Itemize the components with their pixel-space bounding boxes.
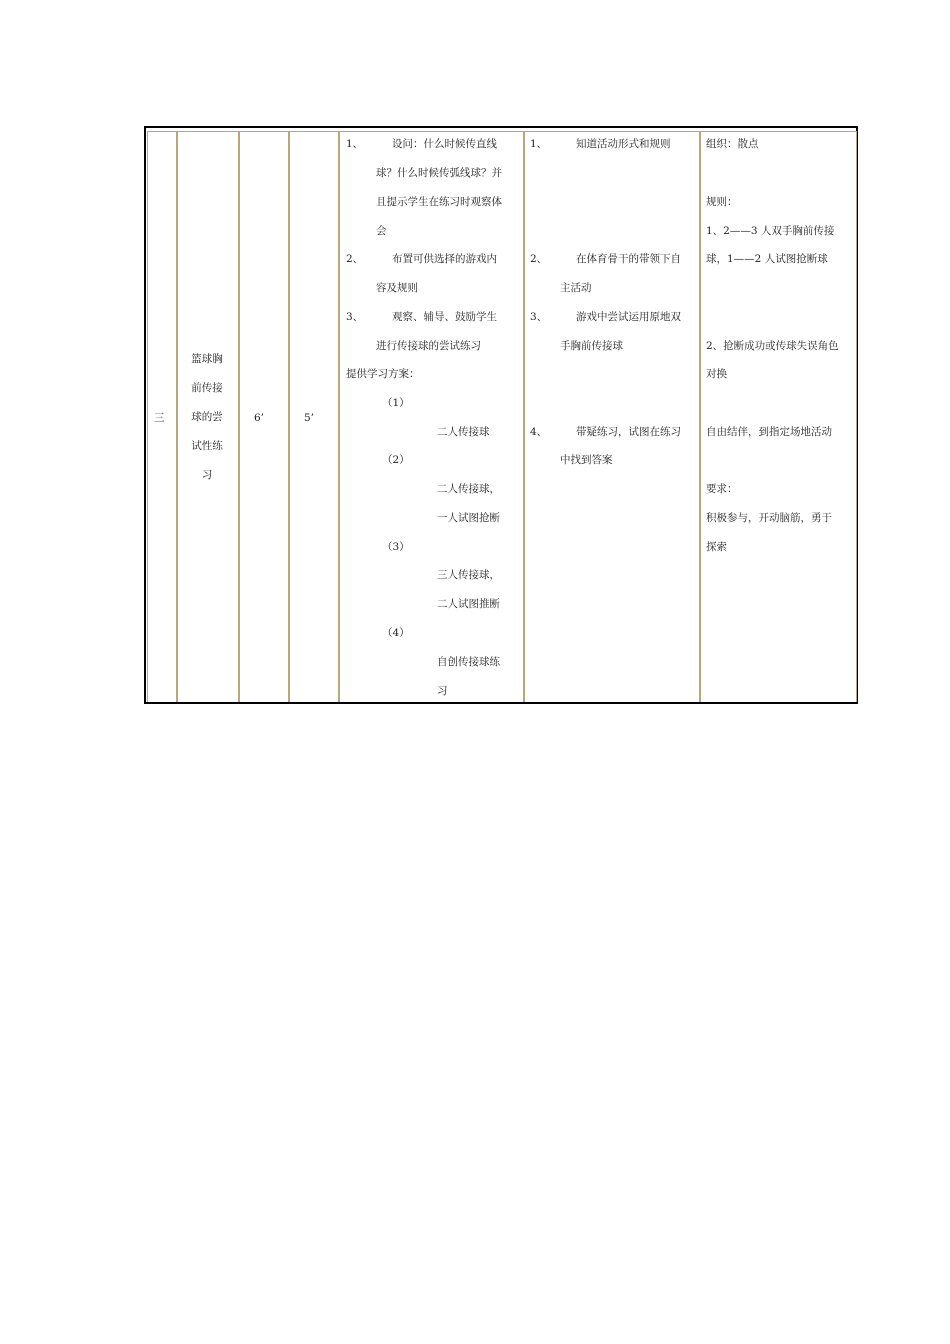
row-index: 三 [154, 412, 165, 424]
plan-4-line-2: 习 [437, 685, 448, 697]
student-item1-line-1: 知道活动形式和规则 [576, 138, 671, 150]
plan-1-line-1: 二人传接球 [437, 426, 490, 438]
student-item2-num: 2、 [530, 253, 548, 265]
student-item4-line-2: 中找到答案 [560, 454, 613, 466]
student-item4-num: 4、 [530, 426, 548, 438]
col-teacher [339, 131, 524, 702]
student-item4-line-1: 带疑练习，试图在练习 [576, 426, 681, 438]
plan-3-line-2: 二人试图推断 [437, 598, 500, 610]
teacher-item2-line-1: 布置可供选择的游戏内 [392, 253, 497, 265]
student-item2-line-2: 主活动 [560, 282, 592, 294]
title-line-5: 习 [201, 469, 213, 481]
student-item3-line-2: 手胸前传接球 [560, 340, 623, 352]
req-label: 要求： [706, 483, 738, 495]
plan-2-num: （2） [382, 454, 410, 466]
plan-4-num: （4） [382, 627, 410, 639]
plan-3-line-1: 三人传接球， [437, 569, 500, 581]
title-line-3: 球的尝 [191, 411, 223, 423]
teacher-item3-num: 3、 [346, 311, 364, 323]
rule-1-line-1: 1、2——3 人双手胸前传接 [706, 225, 835, 237]
teacher-item1-line-3: 且提示学生在练习时观察体 [376, 196, 502, 208]
col-organization [700, 131, 857, 702]
teacher-item1-line-2: 球？什么时候传弧线球？并 [376, 167, 502, 179]
student-item1-num: 1、 [530, 138, 548, 150]
plan-1-num: （1） [382, 397, 410, 409]
time-b: 5’ [304, 412, 315, 424]
rule-2-line-2: 对换 [706, 368, 727, 380]
plan-2-line-2: 一人试图抢断 [437, 512, 500, 524]
time-a: 6’ [254, 412, 265, 424]
title-line-2: 前传接 [191, 382, 223, 394]
teacher-item1-num: 1、 [346, 138, 364, 150]
plan-2-line-1: 二人传接球， [437, 483, 500, 495]
title-line-1: 篮球胸 [191, 353, 223, 365]
teacher-item3-line-2: 进行传接球的尝试练习 [376, 340, 481, 352]
teacher-item3-line-1: 观察、辅导、鼓励学生 [392, 311, 497, 323]
plan-label: 提供学习方案： [346, 368, 420, 380]
student-item3-num: 3、 [530, 311, 548, 323]
lesson-table [144, 126, 858, 704]
rule-1-line-2: 球，1——2 人试图抢断球 [706, 253, 828, 265]
rules-label: 规则： [706, 196, 738, 208]
plan-4-line-1: 自创传接球练 [437, 656, 500, 668]
req-line-2: 探索 [706, 541, 727, 553]
teacher-item1-line-1: 设问：什么时候传直线 [392, 138, 497, 150]
teacher-item2-line-2: 容及规则 [376, 282, 418, 294]
student-item2-line-1: 在体育骨干的带领下自 [576, 253, 681, 265]
free-grouping: 自由结伴，到指定场地活动 [706, 426, 832, 438]
teacher-item1-line-4: 会 [376, 225, 387, 237]
plan-3-num: （3） [382, 541, 410, 553]
req-line-1: 积极参与，开动脑筋，勇于 [706, 512, 832, 524]
title-line-4: 试性练 [191, 440, 223, 452]
teacher-item2-num: 2、 [346, 253, 364, 265]
col-student [524, 131, 700, 702]
org-label: 组织：散点 [706, 138, 759, 150]
student-item3-line-1: 游戏中尝试运用原地双 [576, 311, 681, 323]
rule-2-line-1: 2、抢断成功或传球失误角色 [706, 340, 839, 352]
